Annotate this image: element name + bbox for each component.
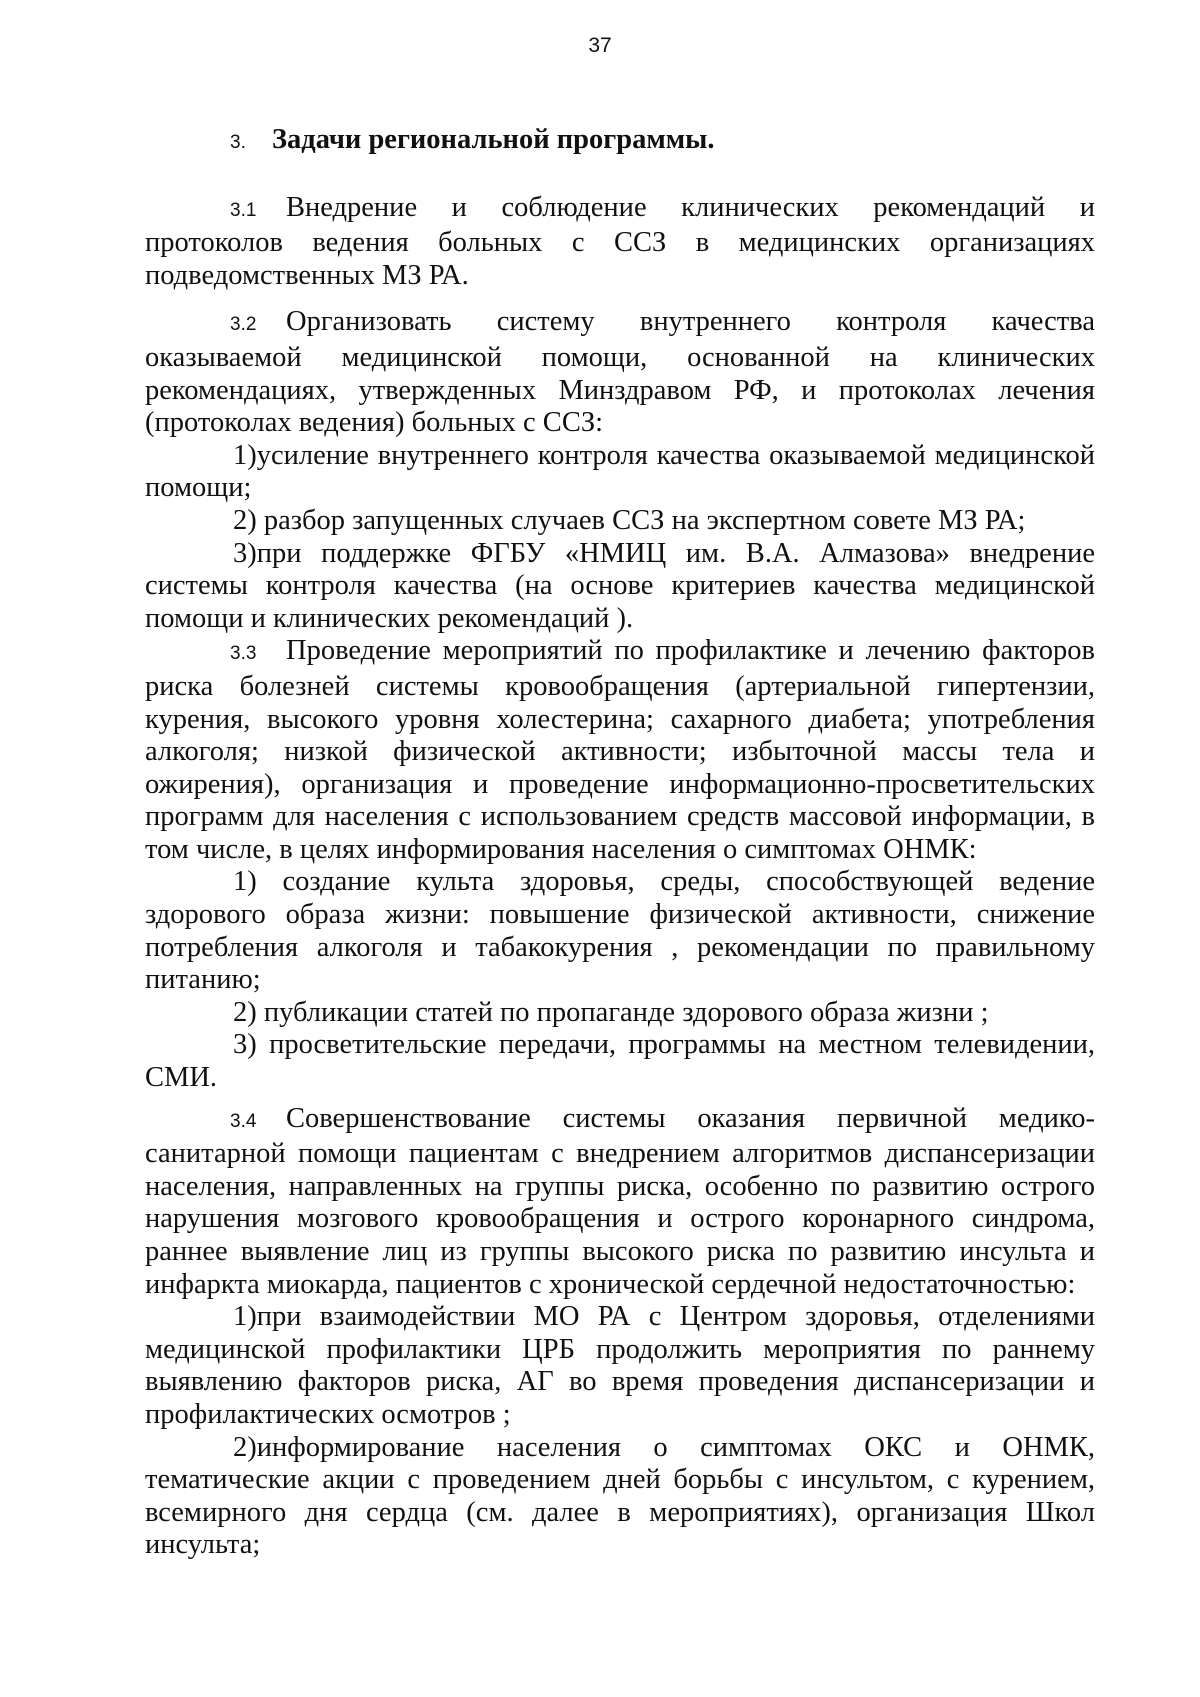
paragraph-text: Совершенствование системы оказания первичной медико-санитарной помощи пациентам с внедрением алгоритмов диспансеризации населения, направленных на группы риска, особенно по развитию острого нарушения мозгового кровообращения и острого коронарного синдрома, раннее выявление лиц из группы высокого риска по развитию инсульта и инфаркта миокарда, пациентов с хронической сердечной недостаточностью: xyxy=(145,1102,1095,1300)
page-content xyxy=(145,124,1095,1562)
list-item: 2)информирование населения о симптомах ОКС и ОНМК, тематические акции с проведением дней борьбы с инсультом, с курением, всемирного дня сердца (см. далее в мероприятиях), организация Школ инсульта; xyxy=(145,1431,1095,1561)
heading-number: 3. xyxy=(230,132,246,153)
list-item: 3) просветительские передачи, программы на местном телевидении, СМИ. xyxy=(145,1029,1095,1094)
paragraph-number: 3.3 xyxy=(230,643,257,665)
paragraph-number: 3.4 xyxy=(230,1110,257,1132)
list-item: 1)при взаимодействии МО РА с Центром здоровья, отделениями медицинской профилактики ЦРБ продолжить мероприятия по раннему выявлению факторов риска, АГ во время проведения диспансеризации и профилактических осмотров ; xyxy=(145,1301,1095,1430)
paragraph-number: 3.1 xyxy=(230,199,257,221)
list-item: 2) разбор запущенных случаев ССЗ на экспертном совете МЗ РА; xyxy=(233,504,1026,536)
list-item: 3)при поддержке ФГБУ «НМИЦ им. В.А. Алмазова» внедрение системы контроля качества (на основе критериев качества медицинской помощи и клинических рекомендаций ). xyxy=(145,537,1095,634)
heading-title: Задачи региональной программы. xyxy=(272,124,715,155)
paragraph-3-2 xyxy=(145,306,1095,439)
paragraph-3-4 xyxy=(145,1103,1095,1302)
paragraph-3-3 xyxy=(145,635,1095,866)
paragraph-number: 3.2 xyxy=(230,314,257,336)
section-heading xyxy=(145,124,1095,160)
paragraph-3-1 xyxy=(145,192,1095,293)
paragraph-text: Проведение мероприятий по профилактике и лечению факторов риска болезней системы кровообращения (артериальной гипертензии, курения, высокого уровня холестерина; сахарного диабета; употребления алкоголя; низкой физической активности; избыточной массы тела и ожирения), организация и проведение информационно-просветительских программ для населения с использованием средств массовой информации, в том числе, в целях информирования населения о симптомах ОНМК: xyxy=(145,635,1095,865)
list-item: 1)усиление внутреннего контроля качества оказываемой медицинской помощи; xyxy=(145,439,1095,504)
paragraph-text: Организовать систему внутреннего контроля качества оказываемой медицинской помощи, основанной на клинических рекомендациях, утвержденных Минздравом РФ, и протоколах лечения (протоколах ведения) больных с ССЗ: xyxy=(145,306,1095,439)
list-item: 2) публикации статей по пропаганде здорового образа жизни ; xyxy=(233,996,989,1028)
page-number: 37 xyxy=(588,34,612,57)
paragraph-text: Внедрение и соблюдение клинических рекомендаций и протоколов ведения больных с ССЗ в медицинских организациях подведомственных МЗ РА. xyxy=(145,191,1095,291)
list-item: 1) создание культа здоровья, среды, способствующей ведение здорового образа жизни: повышение физической активности, снижение потребления алкоголя и табакокурения , рекомендации по правильному питанию; xyxy=(145,866,1095,996)
